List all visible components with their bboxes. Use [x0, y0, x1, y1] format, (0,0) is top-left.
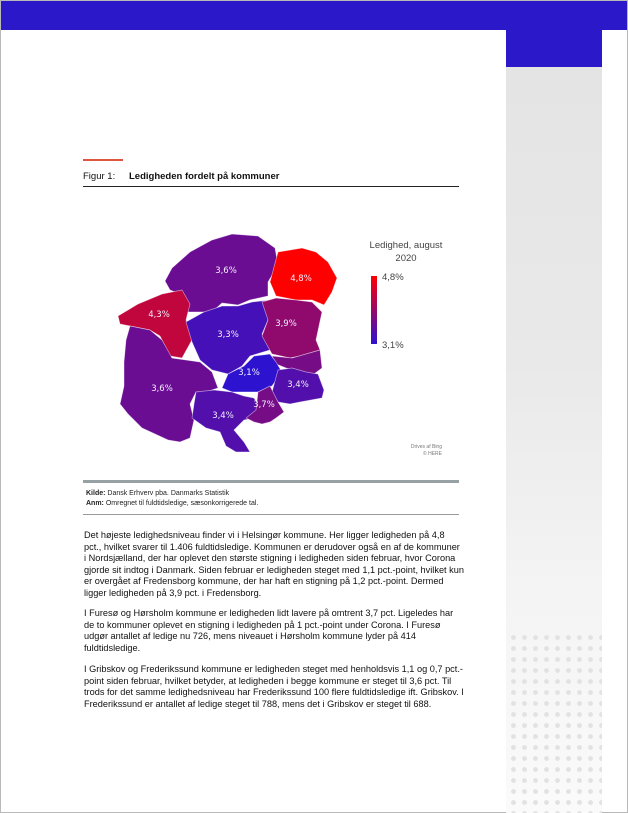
brand-side-tab [506, 30, 602, 67]
dot-pattern [506, 630, 602, 813]
map-label-furesoe: 3,7% [253, 400, 275, 410]
figure-number: Figur 1: [83, 171, 116, 182]
map-credit-line1: Drives af Bing [410, 444, 442, 450]
legend-title [360, 239, 452, 265]
map-label-egedal: 3,4% [212, 411, 234, 421]
legend-max-label: 4,8% [382, 272, 404, 283]
paragraph-helsingor: Det højeste ledighedsniveau finder vi i Helsingør kommune. Her ligger ledigheden på 4,8 pct., hvilket svarer til 1.406 fuldtidsledige. Kommunen er derudover også en af de kommuner i Nordsjælland, der har oplevet den største stigning i ledigheden siden februar, hvor Corona gjorde sit indtog i Danmark. Siden februar er ledigheden steget med 1,1 pct.-point, hvilket kun er overgået af Fredensborg kommune, der har haft en stigning på 1,2 pct.-point. Dermed ligger ledigheden på 3,9 pct. i Fredensborg. [84, 530, 464, 598]
map-label-halsnaes: 4,3% [148, 310, 170, 320]
note-label: Anm: [86, 500, 104, 507]
map-label-hillerod: 3,3% [217, 330, 239, 340]
legend-title-line1: Ledighed, august [369, 240, 443, 251]
map-label-fredensborg: 3,9% [275, 319, 297, 329]
map-label-rudersdal: 3,4% [287, 380, 309, 390]
legend-min-label: 3,1% [382, 340, 404, 351]
map-label-frederikssund: 3,6% [151, 384, 173, 394]
unemployment-map [83, 195, 459, 465]
paragraph-furesoe-horsholm: I Furesø og Hørsholm kommune er ledigheden lidt lavere på omtrent 3,7 pct. Ligeledes har de to kommuner oplevet en stigning i ledigheden på 1 pct.-point under Corona. I Furesø udgør antallet af ledige nu 726, mens niveauet i Hørsholm kommune lyder på 414 fuldtidsledige. [84, 608, 454, 653]
source-text: Dansk Erhverv pba. Danmarks Statistik [105, 490, 230, 497]
map-label-gribskov: 3,6% [215, 266, 237, 276]
note-line [86, 499, 258, 509]
legend-title-line2: 2020 [395, 253, 417, 264]
map-label-helsingor: 4,8% [290, 274, 312, 284]
source-line [86, 489, 258, 499]
brand-header-bar [1, 1, 627, 30]
source-top-rule [83, 480, 459, 483]
figure-title: Ledigheden fordelt på kommuner [129, 171, 280, 182]
legend-color-scale [371, 276, 377, 344]
map-credit [300, 444, 442, 458]
map-credit-line2: © HERE [423, 451, 442, 457]
figure-header [83, 169, 459, 187]
map-label-allerod: 3,1% [238, 368, 260, 378]
figure-accent-line [83, 159, 123, 161]
note-text: Omregnet til fuldtidsledige, sæsonkorrigerede tal. [103, 500, 259, 507]
source-note [86, 489, 258, 509]
source-bottom-rule [83, 514, 459, 515]
source-label: Kilde: [86, 490, 106, 497]
paragraph-gribskov-frederikssund: I Gribskov og Frederikssund kommune er ledigheden steget med henholdsvis 1,1 og 0,7 pct.-point siden februar, hvilket betyder, at ledigheden i begge kommune er steget til 3,6 pct. Til trods for det samme ledighedsniveau har Frederikssund 100 flere fuldtidsledige ift. Gribskov. I Frederikssund er antallet af ledige steget til 788, mens det i Gribskov er steget til 688. [84, 664, 464, 709]
